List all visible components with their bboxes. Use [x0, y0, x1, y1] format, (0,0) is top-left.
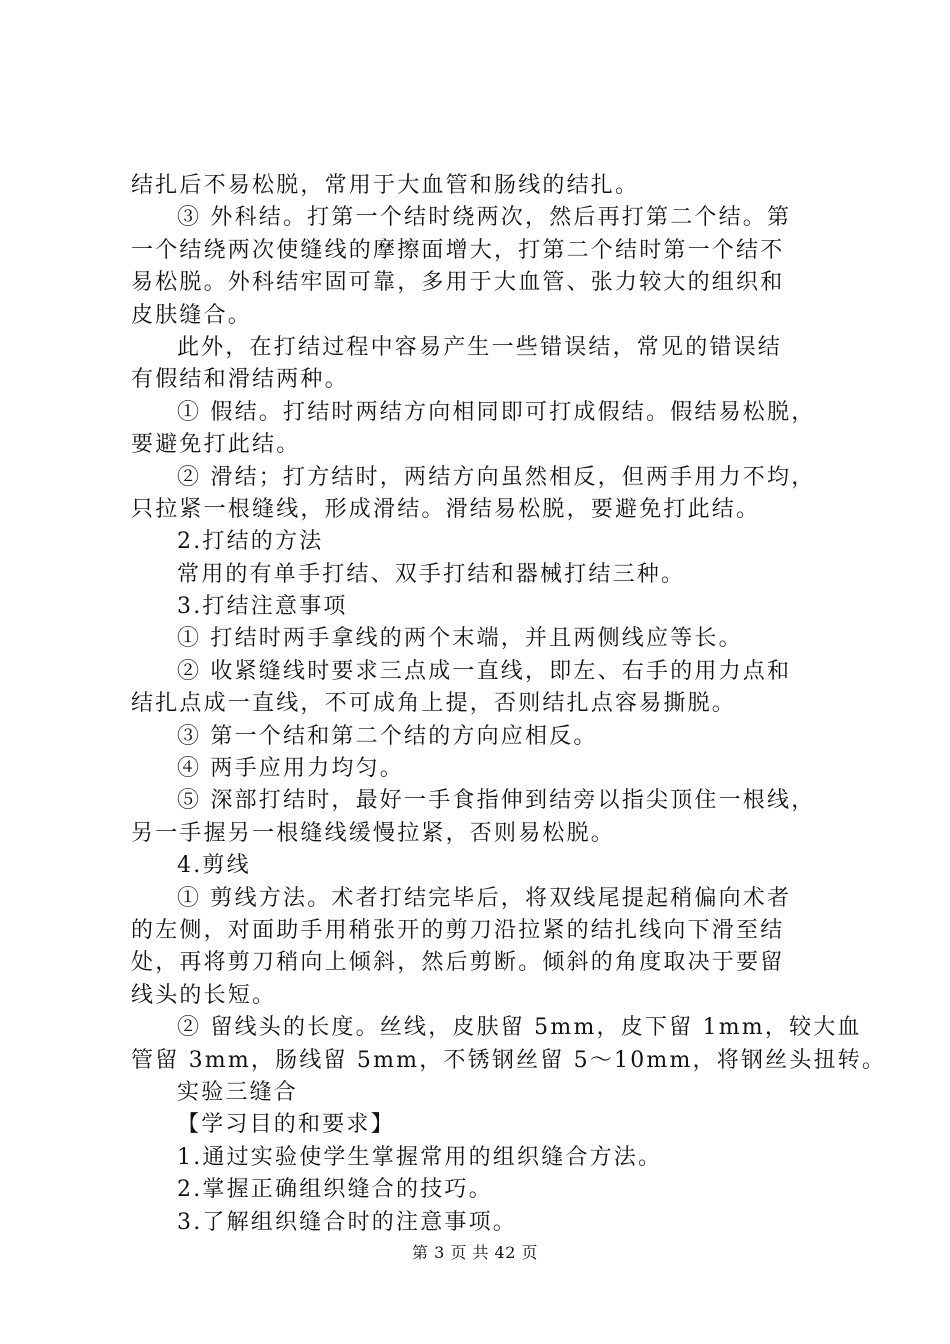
section-heading: 3.打结注意事项 — [177, 594, 348, 620]
text-line: 易松脱。外科结牢固可靠，多用于大血管、张力较大的组织和 — [131, 270, 785, 296]
text-line: 处，再将剪刀稍向上倾斜，然后剪断。倾斜的角度取决于要留 — [131, 950, 785, 976]
text-line: 皮肤缝合。 — [131, 302, 253, 328]
text-line: 另一手握另一根缝线缓慢拉紧，否则易松脱。 — [131, 820, 616, 846]
page-number-footer: 第 3 页 共 42 页 — [412, 1243, 538, 1262]
body-text — [131, 170, 887, 1239]
text-line: ③ 外科结。打第一个结时绕两次，然后再打第二个结。第 — [177, 205, 792, 231]
text-line: ① 剪线方法。术者打结完毕后，将双线尾提起稍偏向术者 — [177, 885, 792, 911]
text-line: ② 滑结；打方结时，两结方向虽然相反，但两手用力不均， — [177, 464, 816, 490]
text-line: 的左侧，对面助手用稍张开的剪刀沿拉紧的结扎线向下滑至结 — [131, 917, 785, 943]
section-heading: 【学习目的和要求】 — [177, 1112, 395, 1138]
section-heading: 实验三缝合 — [177, 1079, 299, 1105]
text-line: 要避免打此结。 — [131, 432, 301, 458]
text-line: ① 假结。打结时两结方向相同即可打成假结。假结易松脱， — [177, 399, 816, 425]
text-line: ⑤ 深部打结时，最好一手食指伸到结旁以指尖顶住一根线， — [177, 788, 816, 814]
text-line: ④ 两手应用力均匀。 — [177, 756, 404, 782]
text-line: 结扎点成一直线，不可成角上提，否则结扎点容易撕脱。 — [131, 691, 737, 717]
section-heading: 2.打结的方法 — [177, 529, 324, 555]
text-line: 线头的长短。 — [131, 982, 277, 1008]
text-line: 有假结和滑结两种。 — [131, 367, 349, 393]
text-line: ② 留线头的长度。丝线，皮肤留 5mm，皮下留 1mm，较大血 — [177, 1015, 862, 1041]
text-line: 管留 3mm，肠线留 5mm，不锈钢丝留 5～10mm，将钢丝头扭转。 — [131, 1047, 887, 1073]
text-line: 1.通过实验使学生掌握常用的组织缝合方法。 — [177, 1144, 663, 1170]
text-line: 只拉紧一根缝线，形成滑结。滑结易松脱，要避免打此结。 — [131, 496, 761, 522]
text-line: 3.了解组织缝合时的注意事项。 — [177, 1209, 517, 1235]
text-line: 结扎后不易松脱，常用于大血管和肠线的结扎。 — [131, 173, 640, 198]
text-line: ① 打结时两手拿线的两个末端，并且两侧线应等长。 — [177, 626, 743, 652]
section-heading: 4.剪线 — [177, 853, 251, 879]
text-line: ③ 第一个结和第二个结的方向应相反。 — [177, 723, 598, 749]
text-line: 2.掌握正确组织缝合的技巧。 — [177, 1177, 493, 1203]
text-line: 此外，在打结过程中容易产生一些错误结，常见的错误结 — [177, 334, 783, 360]
text-line: ② 收紧缝线时要求三点成一直线，即左、右手的用力点和 — [177, 658, 792, 684]
text-line: 常用的有单手打结、双手打结和器械打结三种。 — [177, 561, 686, 587]
text-line: 一个结绕两次使缝线的摩擦面增大，打第二个结时第一个结不 — [131, 237, 785, 263]
